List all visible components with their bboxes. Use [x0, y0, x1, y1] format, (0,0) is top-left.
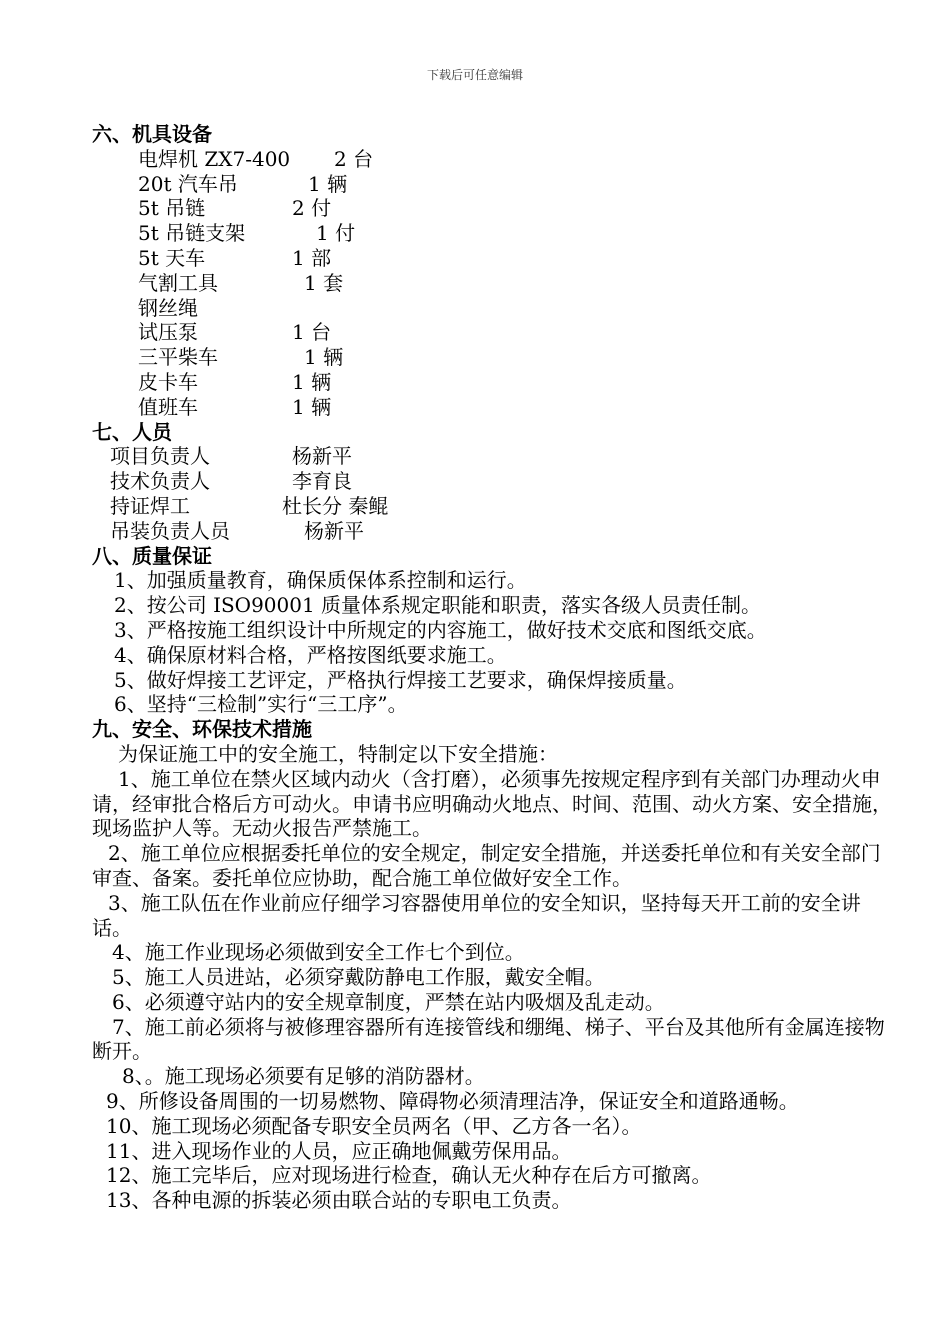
equipment-qty: 1 辆: [308, 171, 348, 196]
header-note: 下载后可任意编辑: [426, 68, 523, 82]
equipment-row: [92, 221, 892, 246]
personnel-name: 杨新平: [292, 444, 352, 469]
quality-list: [92, 568, 892, 717]
safety-item: 9、所修设备周围的一切易燃物、障碍物必须清理洁净，保证安全和道路通畅。: [106, 1089, 799, 1114]
personnel-name: 杨新平: [304, 518, 364, 543]
quality-item: 6、坚持“三检制”实行“三工序”。: [114, 692, 408, 717]
equipment-row: [92, 246, 892, 271]
safety-item: 7、施工前必须将与被修理容器所有连接管线和绷绳、梯子、平台及其他所有金属连接物断开。: [92, 1014, 885, 1064]
safety-item: 8、。施工现场必须要有足够的消防器材。: [122, 1064, 485, 1089]
personnel-row: [92, 444, 892, 469]
safety-item: 5、施工人员进站，必须穿戴防静电工作服，戴安全帽。: [112, 965, 605, 990]
equipment-qty: 1 辆: [304, 345, 344, 370]
section-8-title: 八、质量保证: [92, 543, 212, 568]
equipment-row: [92, 271, 892, 296]
safety-item: 12、施工完毕后，应对现场进行检查，确认无火种存在后方可撤离。: [106, 1163, 712, 1188]
equipment-qty: 1 付: [316, 221, 356, 246]
equipment-row: [92, 370, 892, 395]
personnel-name: 李育良: [292, 469, 352, 494]
quality-item: 2、按公司 ISO90001 质量体系规定职能和职责，落实各级人员责任制。: [114, 593, 762, 618]
equipment-qty: 1 辆: [292, 394, 332, 419]
equipment-row: [92, 395, 892, 420]
personnel-role: 吊装负责人员: [110, 518, 230, 543]
equipment-name: 皮卡车: [138, 369, 198, 394]
equipment-name: 钢丝绳: [138, 295, 198, 320]
personnel-role: 项目负责人: [110, 444, 210, 469]
safety-item: 4、施工作业现场必须做到安全工作七个到位。: [112, 940, 525, 965]
document-body: [92, 122, 892, 1213]
equipment-list: [92, 147, 892, 420]
section-6-title: 六、机具设备: [92, 122, 212, 146]
personnel-row: [92, 469, 892, 494]
equipment-row: [92, 172, 892, 197]
personnel-row: [92, 494, 892, 519]
quality-item: 4、确保原材料合格，严格按图纸要求施工。: [114, 642, 507, 667]
quality-item: 1、加强质量教育，确保质保体系控制和运行。: [114, 568, 527, 593]
safety-item: 11、进入现场作业的人员，应正确地佩戴劳保用品。: [106, 1138, 572, 1163]
equipment-qty: 2 付: [292, 196, 332, 221]
quality-item: 3、严格按施工组织设计中所规定的内容施工，做好技术交底和图纸交底。: [114, 617, 767, 642]
equipment-name: 三平柴车: [138, 345, 218, 370]
section-7-title: 七、人员: [92, 419, 172, 444]
equipment-qty: 1 部: [292, 245, 332, 270]
equipment-name: 5t 吊链支架: [138, 221, 246, 246]
equipment-row: [92, 196, 892, 221]
equipment-name: 气割工具: [138, 270, 218, 295]
equipment-row: [92, 320, 892, 345]
quality-item: 5、做好焊接工艺评定，严格执行焊接工艺要求，确保焊接质量。: [114, 667, 687, 692]
equipment-qty: 1 台: [292, 320, 332, 345]
personnel-list: [92, 444, 892, 543]
safety-item: 1、施工单位在禁火区域内动火（含打磨），必须事先按规定程序到有关部门办理动火申请，经审批合格后方可动火。申请书应明确动火地点、时间、范围、动火方案、安全措施，现场监护人等。无动火报告严禁施工。: [92, 766, 892, 841]
section-9-title: 九、安全、环保技术措施: [92, 717, 312, 742]
personnel-name: 杜长分 秦鲲: [282, 493, 389, 518]
safety-item: 13、各种电源的拆装必须由联合站的专职电工负责。: [106, 1188, 572, 1213]
equipment-row: [92, 147, 892, 172]
equipment-name: 电焊机 ZX7-400: [138, 146, 291, 171]
personnel-row: [92, 519, 892, 544]
equipment-name: 值班车: [138, 394, 198, 419]
safety-item: 3、施工队伍在作业前应仔细学习容器使用单位的安全知识，坚持每天开工前的安全讲话。: [92, 890, 861, 940]
equipment-name: 5t 天车: [138, 245, 206, 270]
equipment-qty: 1 套: [304, 270, 344, 295]
equipment-qty: 2 台: [334, 146, 374, 171]
equipment-name: 试压泵: [138, 320, 198, 345]
equipment-name: 20t 汽车吊: [138, 171, 238, 196]
equipment-row: [92, 296, 892, 321]
equipment-row: [92, 345, 892, 370]
safety-intro: 为保证施工中的安全施工，特制定以下安全措施：: [118, 741, 558, 766]
equipment-qty: 1 辆: [292, 369, 332, 394]
safety-item: 10、施工现场必须配备专职安全员两名（甲、乙方各一名）。: [106, 1113, 642, 1138]
safety-list: [92, 742, 892, 1213]
personnel-role: 技术负责人: [110, 469, 210, 494]
personnel-role: 持证焊工: [110, 493, 190, 518]
equipment-name: 5t 吊链: [138, 196, 206, 221]
safety-item: 6、必须遵守站内的安全规章制度，严禁在站内吸烟及乱走动。: [112, 989, 665, 1014]
safety-item: 2、施工单位应根据委托单位的安全规定，制定安全措施，并送委托单位和有关安全部门审查、备案。委托单位应协助，配合施工单位做好安全工作。: [92, 841, 881, 890]
